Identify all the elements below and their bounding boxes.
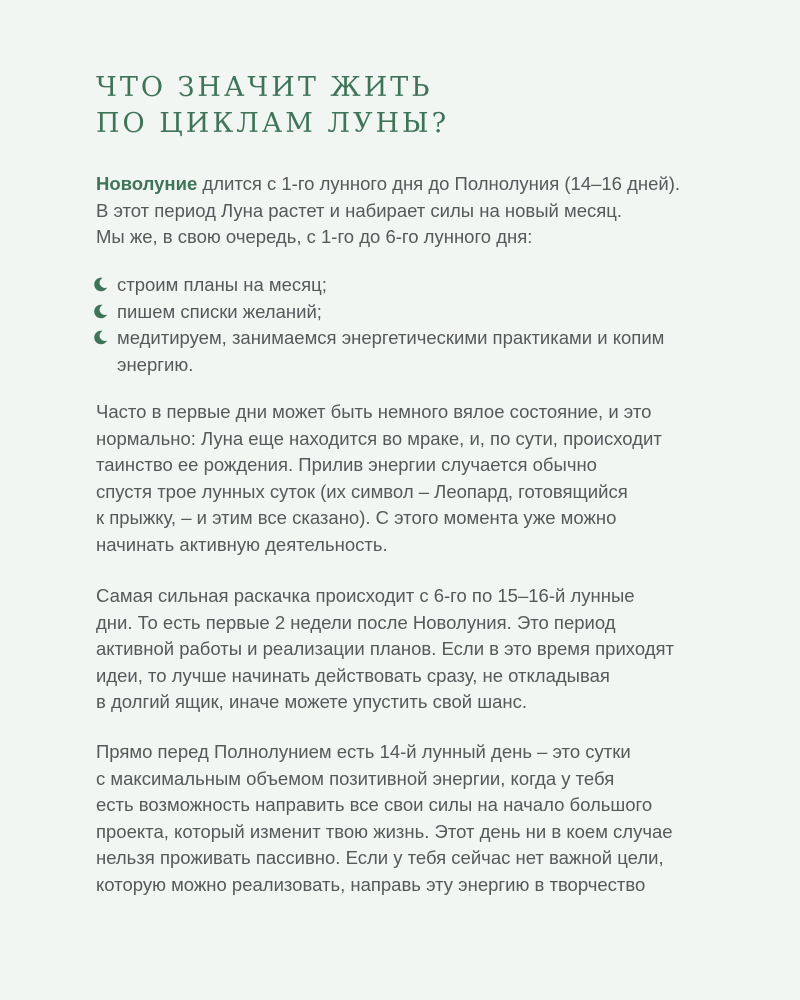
paragraph-2-line: нормально: Луна еще находится во мраке, и, по сути, происходит xyxy=(96,427,662,449)
paragraph-2-line: к прыжку, – и этим все сказано). С этого момента уже можно xyxy=(96,507,617,528)
paragraph-4-line: проекта, который изменит твою жизнь. Этот день ни в коем случае xyxy=(96,820,673,842)
bullet-3-text-line-2: энергию. xyxy=(117,353,194,375)
paragraph-3-line: активной работы и реализации планов. Если в это время приходят xyxy=(96,638,675,659)
paragraph-2-line: Часто в первые дни может быть немного вялое состояние, и это xyxy=(96,401,652,422)
intro-paragraph xyxy=(96,171,756,251)
page-title xyxy=(96,70,449,142)
paragraph-2-line: начинать активную деятельность. xyxy=(96,533,388,555)
crescent-moon-icon xyxy=(92,276,109,293)
paragraph-4-line: нельзя проживать пассивно. Если у тебя сейчас нет важной цели, xyxy=(96,847,664,868)
title-line-2: ПО ЦИКЛАМ ЛУНЫ? xyxy=(96,108,450,139)
crescent-moon-icon xyxy=(92,303,109,320)
paragraph-3-line: в долгий ящик, иначе можете упустить свой шанс. xyxy=(96,691,527,712)
paragraph-3 xyxy=(96,583,756,716)
title-line-1: ЧТО ЗНАЧИТ ЖИТЬ xyxy=(96,72,433,103)
intro-line-1-rest: длится с 1-го лунного дня до Полнолуния (14–16 дней). xyxy=(197,173,681,194)
paragraph-2-line: спустя трое лунных суток (их символ – Леопард, готовящийся xyxy=(96,480,628,502)
list-item xyxy=(92,299,756,326)
paragraph-4-line: Прямо перед Полнолунием есть 14-й лунный день – это сутки xyxy=(96,741,631,762)
bullet-1-text: строим планы на месяц; xyxy=(117,274,327,295)
paragraph-4 xyxy=(96,739,756,898)
paragraph-4-line: есть возможность направить все свои силы на начало большого xyxy=(96,794,653,815)
intro-line-3: Мы же, в свою очередь, с 1-го до 6-го лунного дня: xyxy=(96,226,533,247)
paragraph-4-line: которую можно реализовать, направь эту энергию в творчество xyxy=(96,873,646,895)
crescent-moon-icon xyxy=(92,329,109,346)
paragraph-3-line: Самая сильная раскачка происходит с 6-го по 15–16-й лунные xyxy=(96,585,635,606)
intro-bold-term: Новолуние xyxy=(96,173,198,194)
paragraph-3-line: идеи, то лучше начинать действовать сразу, не откладывая xyxy=(96,664,610,686)
bullet-list xyxy=(92,272,756,378)
bullet-2-text: пишем списки желаний; xyxy=(117,300,322,322)
bullet-3-text-line-1: медитируем, занимаемся энергетическими практиками и копим xyxy=(117,327,665,348)
paragraph-2 xyxy=(96,399,756,558)
paragraph-2-line: таинство ее рождения. Прилив энергии случается обычно xyxy=(96,454,597,475)
list-item xyxy=(92,325,756,378)
paragraph-4-line: с максимальным объемом позитивной энергии, когда у тебя xyxy=(96,767,615,789)
intro-line-2: В этот период Луна растет и набирает силы на новый месяц. xyxy=(96,199,622,221)
list-item xyxy=(92,272,756,299)
intro-line-1 xyxy=(96,171,756,198)
paragraph-3-line: дни. То есть первые 2 недели после Новолуния. Это период xyxy=(96,611,616,633)
